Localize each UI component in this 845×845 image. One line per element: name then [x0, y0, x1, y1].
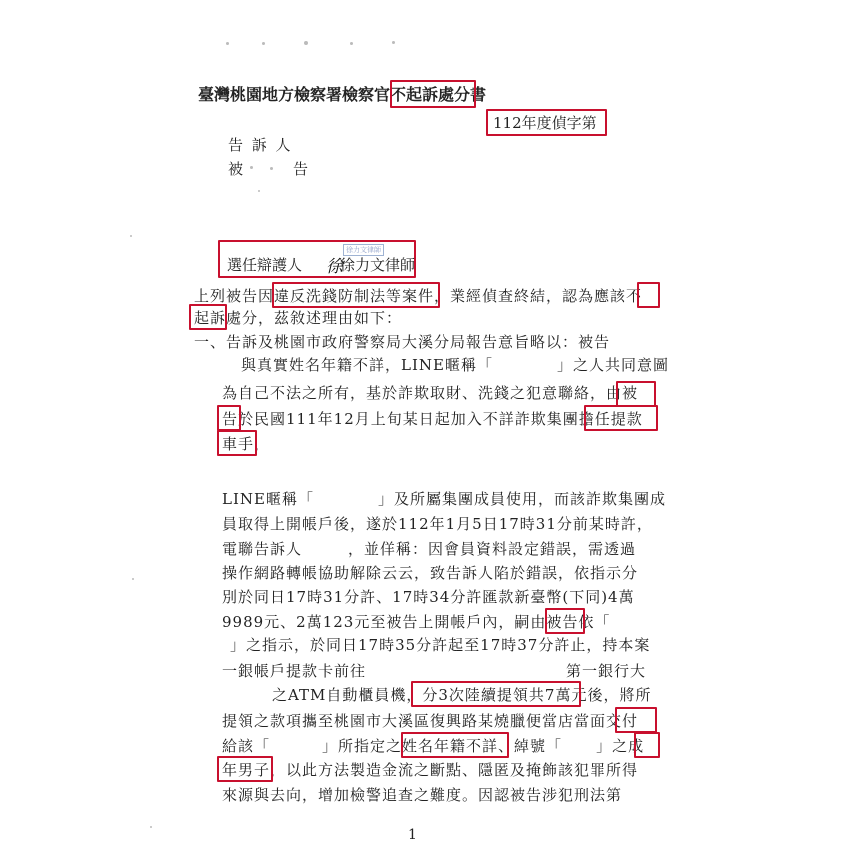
lawyer-seal: 徐力文律師 — [343, 244, 384, 256]
defendant-label-1: 被 — [228, 160, 244, 178]
body-line-13: 9989元、2萬123元至被告上開帳戶內，嗣由被告依「 — [222, 613, 611, 631]
body-line-15b: 第一銀行大 — [566, 662, 647, 680]
highlight-box-by-defendant-2 — [217, 405, 241, 431]
body-line-6: 告於民國111年12月上旬某日起加入不詳詐欺集團擔任提款 — [222, 410, 643, 428]
scan-speck — [350, 42, 353, 45]
body-line-10: 電聯告訴人 ，並佯稱：因會員資料設定錯誤，需透過 — [222, 540, 637, 558]
body-line-4: 與真實姓名年籍不詳，LINE暱稱「 」之人共同意圖 — [241, 356, 669, 374]
body-line-7: 車手， — [222, 435, 271, 453]
highlight-box-amount — [411, 681, 581, 707]
redaction-speck — [270, 167, 273, 170]
highlight-box-charge — [272, 282, 440, 308]
body-line-17: 提領之款項攜至桃園市大溪區復興路某燒臘便當店當面交付 — [222, 712, 639, 730]
title-highlight: 不起訴處分 — [390, 85, 471, 104]
complainant-label: 告 訴 人 — [228, 136, 293, 154]
body-line-18: 給該「 」所指定之姓名年籍不詳、綽號「 」之成 — [222, 737, 645, 755]
body-line-5: 為自己不法之所有，基於詐欺取財、洗錢之犯意聯絡，由被 — [222, 384, 639, 402]
highlight-box-unknown-identity — [401, 732, 509, 758]
highlight-box-by-defendant-1 — [616, 381, 656, 407]
body-line-9: 員取得上開帳戶後，遂於112年1月5日17時31分前某時許， — [222, 515, 653, 533]
scan-speck — [262, 42, 265, 45]
scan-speck — [130, 235, 132, 237]
signature: 徐 — [326, 257, 343, 277]
scan-speck — [132, 578, 134, 580]
highlight-box-title — [390, 80, 476, 108]
body-line-12: 別於同日17時31分許、17時34分許匯款新臺幣(下同)4萬 — [222, 588, 635, 606]
scan-speck — [392, 41, 395, 44]
page-number: 1 — [408, 827, 417, 843]
highlight-box-adult-2 — [217, 756, 273, 782]
body-line-15a: 一銀帳戶提款卡前往 — [222, 662, 367, 680]
counsel-name: 徐力文律師 — [340, 256, 416, 274]
body-line-8: LINE暱稱「 」及所屬集團成員使用，而該詐欺集團成 — [222, 490, 666, 508]
body-line-11: 操作網路轉帳協助解除云云，致告訴人陷於錯誤，依指示分 — [222, 564, 639, 582]
body-line-16: 之ATM自動櫃員機，分3次陸續提領共7萬元後，將所 — [272, 686, 652, 704]
highlight-box-not-1 — [637, 282, 660, 308]
body-line-20: 來源與去向，增加檢警追查之難度。因認被告涉犯刑法第 — [222, 786, 623, 804]
case-number: 112年度偵字第 — [493, 114, 597, 132]
highlight-box-withdraw-role-1 — [584, 405, 658, 431]
scan-speck — [304, 41, 308, 45]
highlight-box-not-2 — [189, 304, 227, 330]
body-line-14: 」之指示，於同日17時35分許起至17時37分許止，持本案 — [230, 636, 651, 654]
body-line-2: 起訴處分，茲敘述理由如下： — [194, 309, 403, 327]
body-line-19: 年男子，以此方法製造金流之斷點、隱匿及掩飾該犯罪所得 — [222, 761, 639, 779]
redaction-speck — [250, 166, 253, 169]
counsel-label: 選任辯護人 — [227, 256, 303, 274]
redaction-speck — [258, 190, 260, 192]
scan-speck — [226, 42, 229, 45]
highlight-box-defendant — [545, 608, 585, 634]
scan-speck — [150, 826, 152, 828]
body-line-1: 上列被告因違反洗錢防制法等案件，業經偵查終結，認為應該不 — [194, 287, 643, 305]
title-prefix: 臺灣桃園地方檢察署檢察官 — [198, 85, 391, 104]
highlight-box-handover — [615, 707, 657, 733]
highlight-box-case-number — [486, 109, 607, 136]
defendant-label-2: 告 — [293, 160, 309, 178]
highlight-box-adult-1 — [634, 732, 660, 758]
title-suffix: 書 — [470, 85, 487, 104]
body-line-3: 一、告訴及桃園市政府警察局大溪分局報告意旨略以：被告 — [194, 333, 611, 351]
highlight-box-withdraw-role-2 — [217, 430, 257, 456]
